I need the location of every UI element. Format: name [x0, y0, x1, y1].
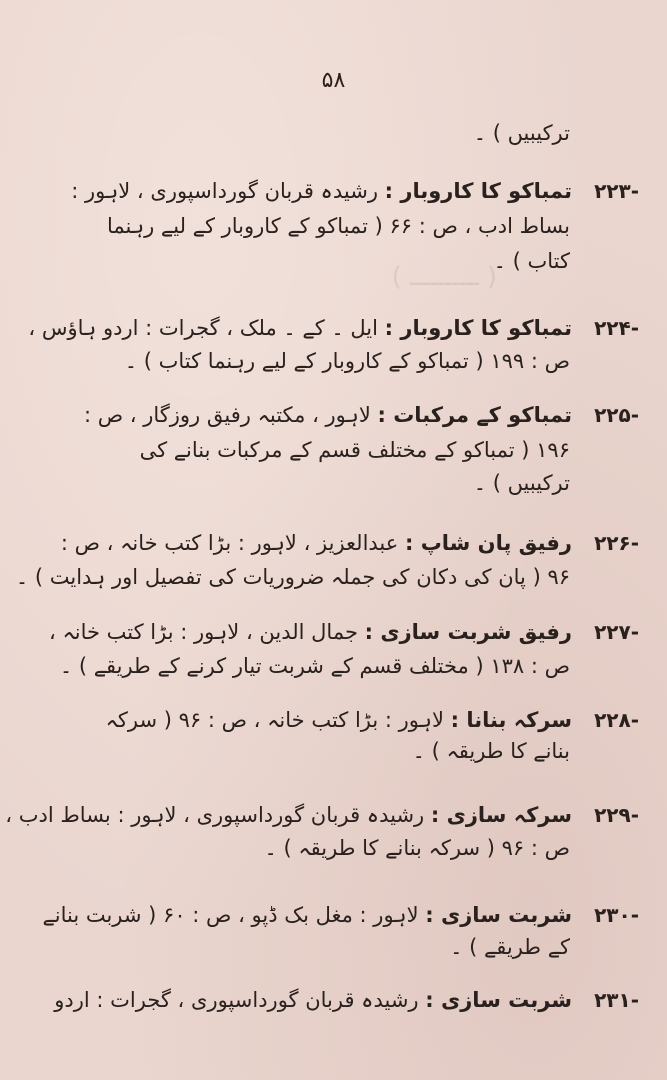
- entry-line-2: ص : ۱۹۹ ( تمباکو کے کاروبار کے لیے رہنما کتاب ) ۔: [124, 349, 570, 373]
- entry-line-3: کتاب ) ۔: [493, 249, 570, 273]
- entry-number: ۲۲۳-: [594, 179, 639, 203]
- entry-line-2: بساط ادب ، ص : ۶۶ ( تمباکو کے کاروبار کے لیے رہنما: [106, 214, 570, 238]
- entry-number: ۲۲۸-: [594, 708, 639, 732]
- entry-title: رفیق شربت سازی :: [364, 620, 572, 644]
- entry-text: لاہور : مغل بک ڈپو ، ص : ۶۰ ( شربت بنانے: [42, 903, 419, 927]
- entry-title: تمباکو کے مرکبات :: [377, 403, 572, 427]
- entry-number: ۲۲۹-: [594, 803, 639, 827]
- entry-number: ۲۳۱-: [594, 988, 639, 1012]
- entry-text: رشیدہ قربان گورداسپوری ، لاہور : بساط ادب ،: [5, 803, 425, 827]
- entry-line-3: ترکیبیں ) ۔: [473, 471, 570, 495]
- entry-line-1: [42, 900, 572, 930]
- entry-text: ایل ۔ کے ۔ ملک ، گجرات : اردو ہاؤس ،: [28, 316, 378, 340]
- entry-text: لاہور ، مکتبہ رفیق روزگار ، ص :: [83, 403, 371, 427]
- entry-text: جمال الدین ، لاہور : بڑا کتب خانہ ،: [49, 620, 358, 644]
- entry-number: ۲۲۵-: [594, 403, 639, 427]
- entry-line-2: کے طریقے ) ۔: [450, 935, 570, 959]
- entry-line-1: [49, 617, 572, 647]
- entry-title: سرکہ سازی :: [430, 803, 572, 827]
- entry-line-1: [61, 528, 572, 558]
- entry-line-2: بنانے کا طریقہ ) ۔: [412, 739, 570, 763]
- entry-number: ۲۲۶-: [594, 531, 639, 555]
- entry-line-2: ص : ۱۳۸ ( مختلف قسم کے شربت تیار کرنے کے طریقے ) ۔: [59, 654, 570, 678]
- continuation-line: ترکیبیں ) ۔: [473, 121, 570, 145]
- entry-line-2: ۱۹۶ ( تمباکو کے مختلف قسم کے مرکبات بنانے کی: [139, 438, 570, 462]
- entry-title: سرکہ بنانا :: [450, 708, 572, 732]
- entry-text: رشیدہ قربان گورداسپوری ، گجرات : اردو: [54, 988, 419, 1012]
- entry-text: عبدالعزیز ، لاہور : بڑا کتب خانہ ، ص :: [60, 531, 399, 555]
- entry-line-2: ص : ۹۶ ( سرکہ بنانے کا طریقہ ) ۔: [264, 836, 570, 860]
- entry-title: شربت سازی :: [425, 988, 572, 1012]
- page-number: ۵۸: [321, 68, 346, 93]
- entry-line-1: [84, 400, 572, 430]
- entry-number: ۲۳۰-: [594, 903, 639, 927]
- entry-title: شربت سازی :: [425, 903, 572, 927]
- entry-title: رفیق پان شاپ :: [404, 531, 572, 555]
- entry-line-1: [106, 705, 572, 735]
- entry-text: رشیدہ قربان گورداسپوری ، لاہور :: [71, 179, 378, 203]
- entry-line-1: [71, 176, 572, 206]
- entry-title: تمباکو کا کاروبار :: [384, 316, 572, 340]
- entry-line-1: [28, 313, 572, 343]
- entry-number: ۲۲۴-: [594, 316, 639, 340]
- entry-line-2: ۹۶ ( پان کی دکان کی جملہ ضروریات کی تفصیل اور ہدایت ) ۔: [15, 565, 570, 589]
- entry-line-1: [54, 985, 572, 1015]
- entry-title: تمباکو کا کاروبار :: [384, 179, 572, 203]
- entry-number: ۲۲۷-: [594, 620, 639, 644]
- entry-text: لاہور : بڑا کتب خانہ ، ص : ۹۶ ( سرکہ: [105, 708, 444, 732]
- entry-line-1: [5, 800, 572, 830]
- show-through-shadow: ( ـــــــــ ): [391, 262, 497, 292]
